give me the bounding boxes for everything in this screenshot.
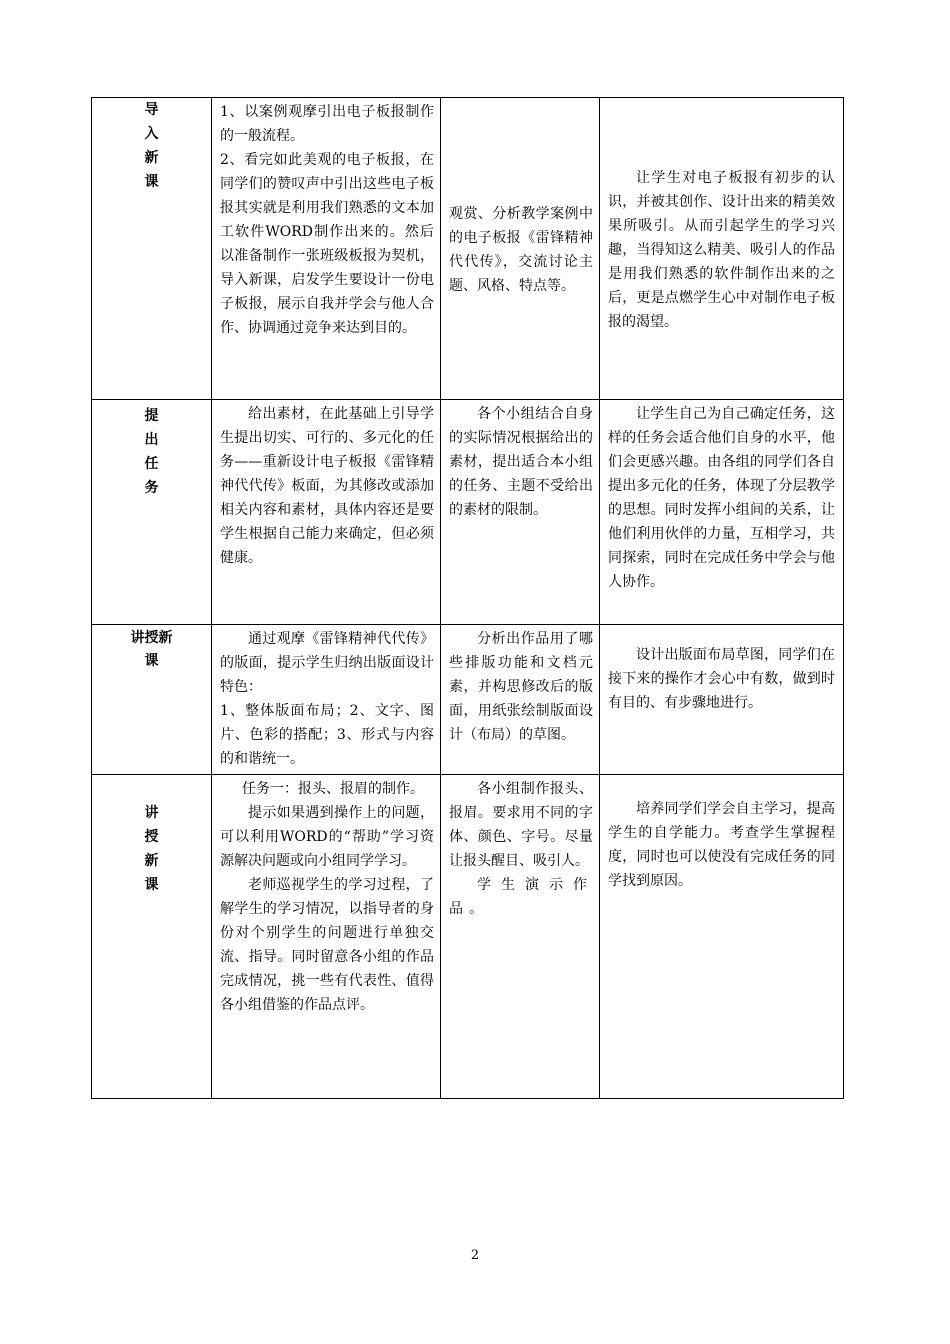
- stage-label: 讲授新课: [144, 805, 159, 893]
- stage-cell: [92, 775, 212, 1099]
- stage-label: 提出任务: [144, 408, 159, 496]
- teacher-activity-cell: [212, 400, 441, 625]
- teacher-activity-cell: [212, 625, 441, 775]
- teacher-activity-cell: [212, 775, 441, 1099]
- student-paragraph: 分析出作品用了哪些排版功能和文档元素，并构思修改后的版面，用纸张绘制版面设计（布局）的草图。: [449, 631, 593, 743]
- design-intent-cell: [600, 98, 844, 400]
- student-paragraph: 观赏、分析教学案例中的电子板报《雷锋精神代代传》，交流讨论主题、风格、特点等。: [449, 205, 593, 294]
- stage-cell: [92, 98, 212, 400]
- teacher-paragraph: 给出素材，在此基础上引导学生提出切实、可行的、多元化的任务——重新设计电子板报《雷锋精神代代传》板面，为其修改或添加相关内容和素材，具体内容还是要学生根据自己能力来确定，但必须健康。: [220, 406, 434, 566]
- student-activity-cell: [441, 625, 600, 775]
- table-row: [92, 775, 844, 1099]
- teacher-paragraph: 通过观摩《雷锋精神代代传》的版面，提示学生归纳出版面设计特色：: [220, 631, 434, 695]
- teacher-paragraph: 提示如果遇到操作上的问题，可以利用WORD的“帮助”学习资源解决问题或向小组同学学习。: [220, 805, 434, 869]
- stage-cell: [92, 625, 212, 775]
- intent-paragraph: 让学生对电子板报有初步的认识，并被其创作、设计出来的精美效果所吸引。从而引起学生的学习兴趣，当得知这么精美、吸引人的作品是用我们熟悉的软件制作出来的之后，更是点燃学生心中对制作电子板报的渴望。: [608, 169, 835, 330]
- design-intent-cell: [600, 400, 844, 625]
- student-paragraph: 学生演示作品。: [449, 877, 593, 917]
- intent-paragraph: 设计出版面布局草图，同学们在接下来的操作才会心中有数，做到时有目的、有步骤地进行。: [608, 647, 835, 711]
- table-row: [92, 625, 844, 775]
- lesson-plan-table: [91, 97, 844, 1099]
- student-activity-cell: [441, 400, 600, 625]
- student-activity-cell: [441, 775, 600, 1099]
- teacher-paragraph: 1、整体版面布局；2、文字、图片、色彩的搭配；3、形式与内容的和谐统一。: [220, 703, 434, 767]
- teacher-paragraph: 老师巡视学生的学习过程，了解学生的学习情况，以指导者的身份对个别学生的问题进行单独交流、指导。同时留意各小组的作品完成情况，挑一些有代表性、值得各小组借鉴的作品点评。: [220, 877, 434, 1013]
- intent-paragraph: 让学生自己为自己确定任务，这样的任务会适合他们自身的水平，他们会更感兴趣。由各组的同学们各自提出多元化的任务，体现了分层教学的思想。同时发挥小组间的关系，让他们利用伙伴的力量，互相学习，共同探索，同时在完成任务中学会与他人协作。: [608, 406, 835, 590]
- design-intent-cell: [600, 625, 844, 775]
- teacher-paragraph: 1、以案例观摩引出电子板报制作的一般流程。: [220, 104, 434, 144]
- student-paragraph: 各小组制作报头、报眉。要求用不同的字体、颜色、字号。尽量让报头醒目、吸引人。: [449, 781, 593, 869]
- student-activity-cell: [441, 98, 600, 400]
- teacher-activity-cell: [212, 98, 441, 400]
- stage-label: 讲授新课: [130, 630, 173, 669]
- stage-label: 导入新课: [144, 102, 159, 190]
- intent-paragraph: 培养同学们学会自主学习，提高学生的自学能力。考查学生掌握程度，同时也可以使没有完成任务的同学找到原因。: [608, 801, 835, 889]
- table-row: [92, 98, 844, 400]
- teacher-paragraph: 2、看完如此美观的电子板报，在同学们的赞叹声中引出这些电子板报其实就是利用我们熟悉的文本加工软件WORD制作出来的。然后以准备制作一张班级板报为契机，导入新课，启发学生要设计一份电子板报，展示自我并学会与他人合作、协调通过竞争来达到目的。: [220, 152, 434, 336]
- design-intent-cell: [600, 775, 844, 1099]
- page-number: 2: [470, 1248, 480, 1263]
- teacher-paragraph: 任务一：报头、报眉的制作。: [242, 781, 424, 797]
- student-paragraph: 各个小组结合自身的实际情况根据给出的素材，提出适合本小组的任务、主题不受给出的素材的限制。: [449, 406, 593, 518]
- stage-cell: [92, 400, 212, 625]
- table-row: [92, 400, 844, 625]
